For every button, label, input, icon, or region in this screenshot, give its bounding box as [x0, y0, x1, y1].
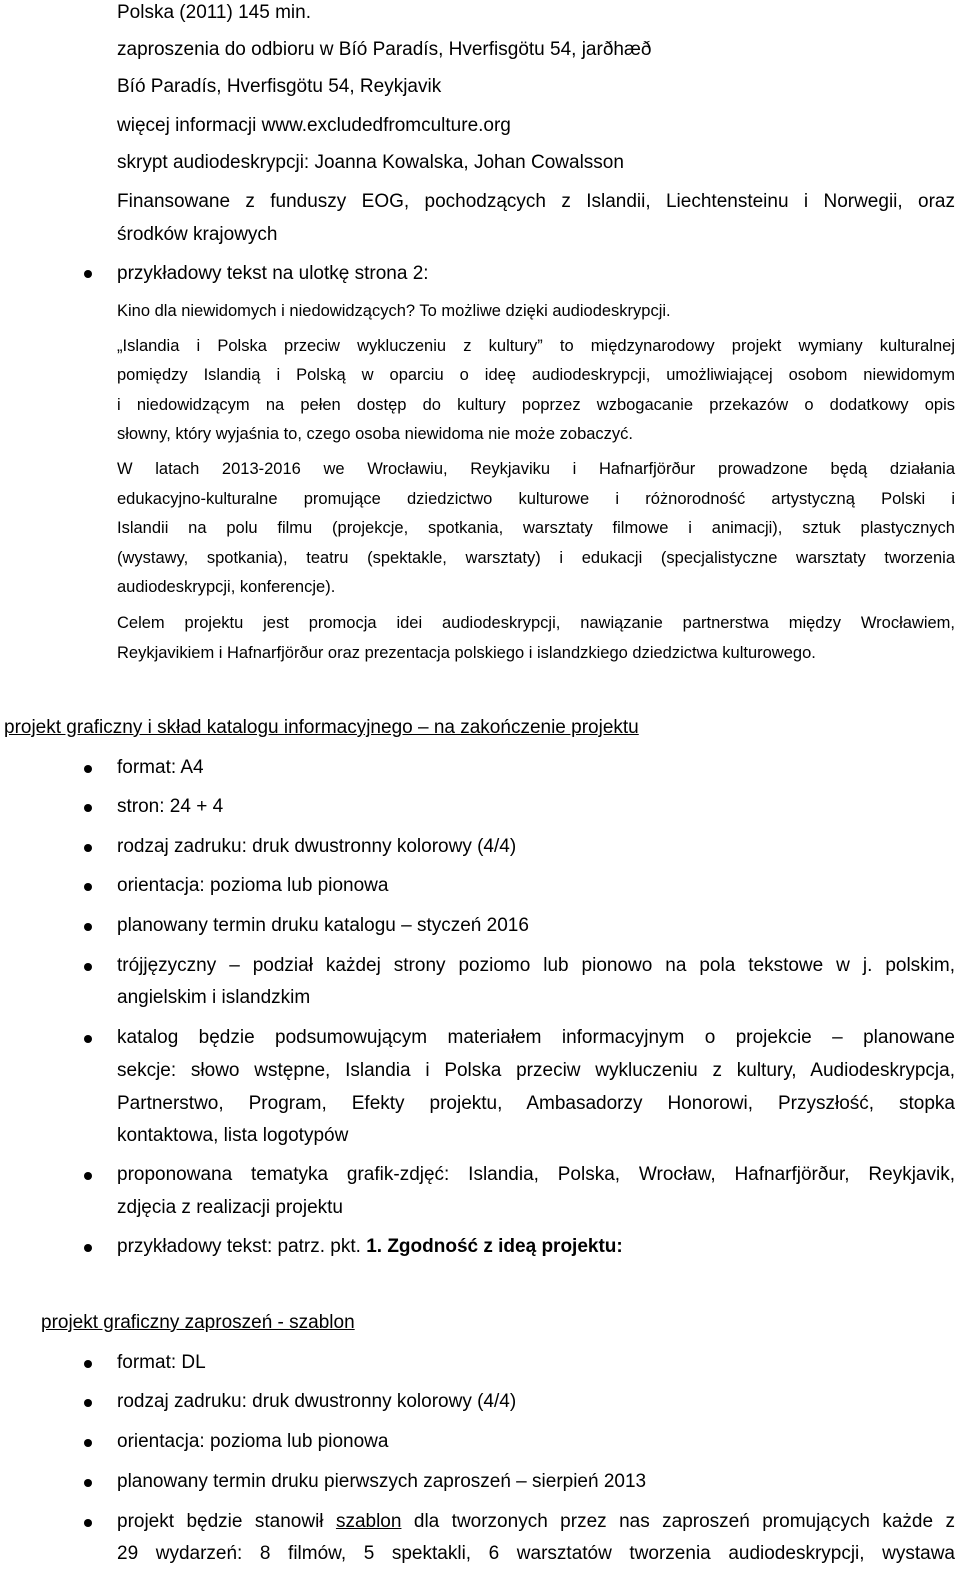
para1-line-2: pomiędzy Islandią i Polską w oparciu o ideę audiodeskrypcji, umożliwiającej osobom niewidomym — [117, 366, 955, 384]
bullet-icon — [84, 844, 92, 852]
bullet-icon — [84, 883, 92, 891]
para2-line-1: W latach 2013-2016 we Wrocławiu, Reykjaviku i Hafnarfjörður prowadzone będą działania — [117, 460, 955, 478]
film-line: Polska (2011) 145 min. — [117, 2, 311, 23]
para2-line-3: Islandii na polu filmu (projekcje, spotkania, warsztaty filmowe i animacji), sztuk plastycznych — [117, 519, 955, 537]
leaflet-intro: Kino dla niewidomych i niedowidzących? To możliwe dzięki audiodeskrypcji. — [117, 302, 671, 320]
catalog-orientation: orientacja: pozioma lub pionowa — [117, 875, 389, 896]
bullet-icon — [84, 1244, 92, 1252]
catalog-pages: stron: 24 + 4 — [117, 796, 224, 817]
invitations-template-underlined: szablon — [335, 1511, 402, 1532]
catalog-print: rodzaj zadruku: druk dwustronny kolorowy (4/4) — [117, 836, 517, 857]
catalog-trilingual-2: angielskim i islandzkim — [117, 987, 311, 1008]
invitations-template-2: 29 wydarzeń: 8 filmów, 5 spektakli, 6 warsztatów tworzenia audiodeskrypcji, wystawa — [117, 1543, 955, 1564]
para3-line-2: Reykjavikiem i Hafnarfjörður oraz prezentacja polskiego i islandzkiego dziedzictwa kulturowego. — [117, 644, 816, 662]
script-line: skrypt audiodeskrypcji: Joanna Kowalska, Johan Cowalsson — [117, 152, 624, 173]
invitations-orientation: orientacja: pozioma lub pionowa — [117, 1431, 389, 1452]
para2-line-4: (wystawy, spotkania), teatru (spektakle, warsztaty) i edukacji (specjalistyczne warsztaty tworzenia — [117, 549, 955, 567]
bullet-icon — [84, 1035, 92, 1043]
venue-line: Bíó Paradís, Hverfisgötu 54, Reykjavik — [117, 76, 442, 97]
para2-line-5: audiodeskrypcji, konferencje). — [117, 578, 336, 596]
leaflet-bullet-label: przykładowy tekst na ulotkę strona 2: — [117, 263, 429, 284]
invitations-format: format: DL — [117, 1352, 206, 1373]
invitation-line: zaproszenia do odbioru w Bíó Paradís, Hverfisgötu 54, jarðhæð — [117, 39, 652, 60]
catalog-summary-1: katalog będzie podsumowującym materiałem informacyjnym o projekcie – planowane — [117, 1027, 955, 1048]
catalog-sample-bold: 1. Zgodność z ideą projektu: — [366, 1236, 623, 1257]
catalog-summary-2: sekcje: słowo wstępne, Islandia i Polska przeciw wykluczeniu z kultury, Audiodeskrypcja, — [117, 1060, 955, 1081]
bullet-icon — [84, 765, 92, 773]
invitations-template-suffix: dla tworzonych przez nas zaproszeń promujących każde z — [401, 1511, 955, 1532]
invitations-heading: projekt graficzny zaproszeń - szablon — [41, 1312, 355, 1333]
para3-line-1: Celem projektu jest promocja idei audiodeskrypcji, nawiązanie partnerstwa między Wrocławiem, — [117, 614, 955, 632]
invitations-template-prefix: projekt będzie stanowił — [117, 1511, 336, 1532]
bullet-icon — [84, 1360, 92, 1368]
catalog-sample-prefix: przykładowy tekst: patrz. pkt. — [117, 1236, 367, 1257]
para1-line-3: i niedowidzącym na pełen dostęp do kultury poprzez wzbogacanie przekazów o dodatkowy opis — [117, 396, 955, 414]
bullet-icon — [84, 1439, 92, 1447]
more-info-line: więcej informacji www.excludedfromculture.org — [117, 115, 511, 136]
bullet-icon — [84, 1479, 92, 1487]
catalog-sample — [117, 1236, 623, 1258]
catalog-format: format: A4 — [117, 757, 204, 778]
bullet-icon — [84, 963, 92, 971]
catalog-summary-3: Partnerstwo, Program, Efekty projektu, Ambasadorzy Honorowi, Przyszłość, stopka — [117, 1093, 955, 1114]
para2-line-2: edukacyjno-kulturalne promujące dziedzictwo kulturowe i różnorodność artystyczną Polski i — [117, 490, 955, 508]
catalog-trilingual-1: trójjęzyczny – podział każdej strony poziomo lub pionowo na pola tekstowe w j. polskim, — [117, 955, 955, 976]
bullet-icon — [84, 1172, 92, 1180]
catalog-heading: projekt graficzny i skład katalogu informacyjnego – na zakończenie projektu — [4, 717, 639, 738]
invitations-template-1 — [117, 1511, 955, 1533]
invitations-term: planowany termin druku pierwszych zaproszeń – sierpień 2013 — [117, 1471, 647, 1492]
bullet-icon — [84, 270, 92, 278]
bullet-icon — [84, 1399, 92, 1407]
invitations-print: rodzaj zadruku: druk dwustronny kolorowy (4/4) — [117, 1391, 517, 1412]
catalog-summary-4: kontaktowa, lista logotypów — [117, 1125, 349, 1146]
funding-line-2: środków krajowych — [117, 224, 278, 245]
catalog-term: planowany termin druku katalogu – styczeń 2016 — [117, 915, 529, 936]
bullet-icon — [84, 804, 92, 812]
catalog-photos-2: zdjęcia z realizacji projektu — [117, 1197, 343, 1218]
bullet-icon — [84, 1519, 92, 1527]
bullet-icon — [84, 923, 92, 931]
para1-line-4: słowny, który wyjaśnia to, czego osoba niewidoma nie może zobaczyć. — [117, 425, 634, 443]
funding-line-1: Finansowane z funduszy EOG, pochodzących z Islandii, Liechtensteinu i Norwegii, oraz — [117, 191, 955, 212]
catalog-photos-1: proponowana tematyka grafik-zdjęć: Islandia, Polska, Wrocław, Hafnarfjörður, Reykjavik, — [117, 1164, 955, 1185]
para1-line-1: „Islandia i Polska przeciw wykluczeniu z kultury” to międzynarodowy projekt wymiany kulturalnej — [117, 337, 955, 355]
